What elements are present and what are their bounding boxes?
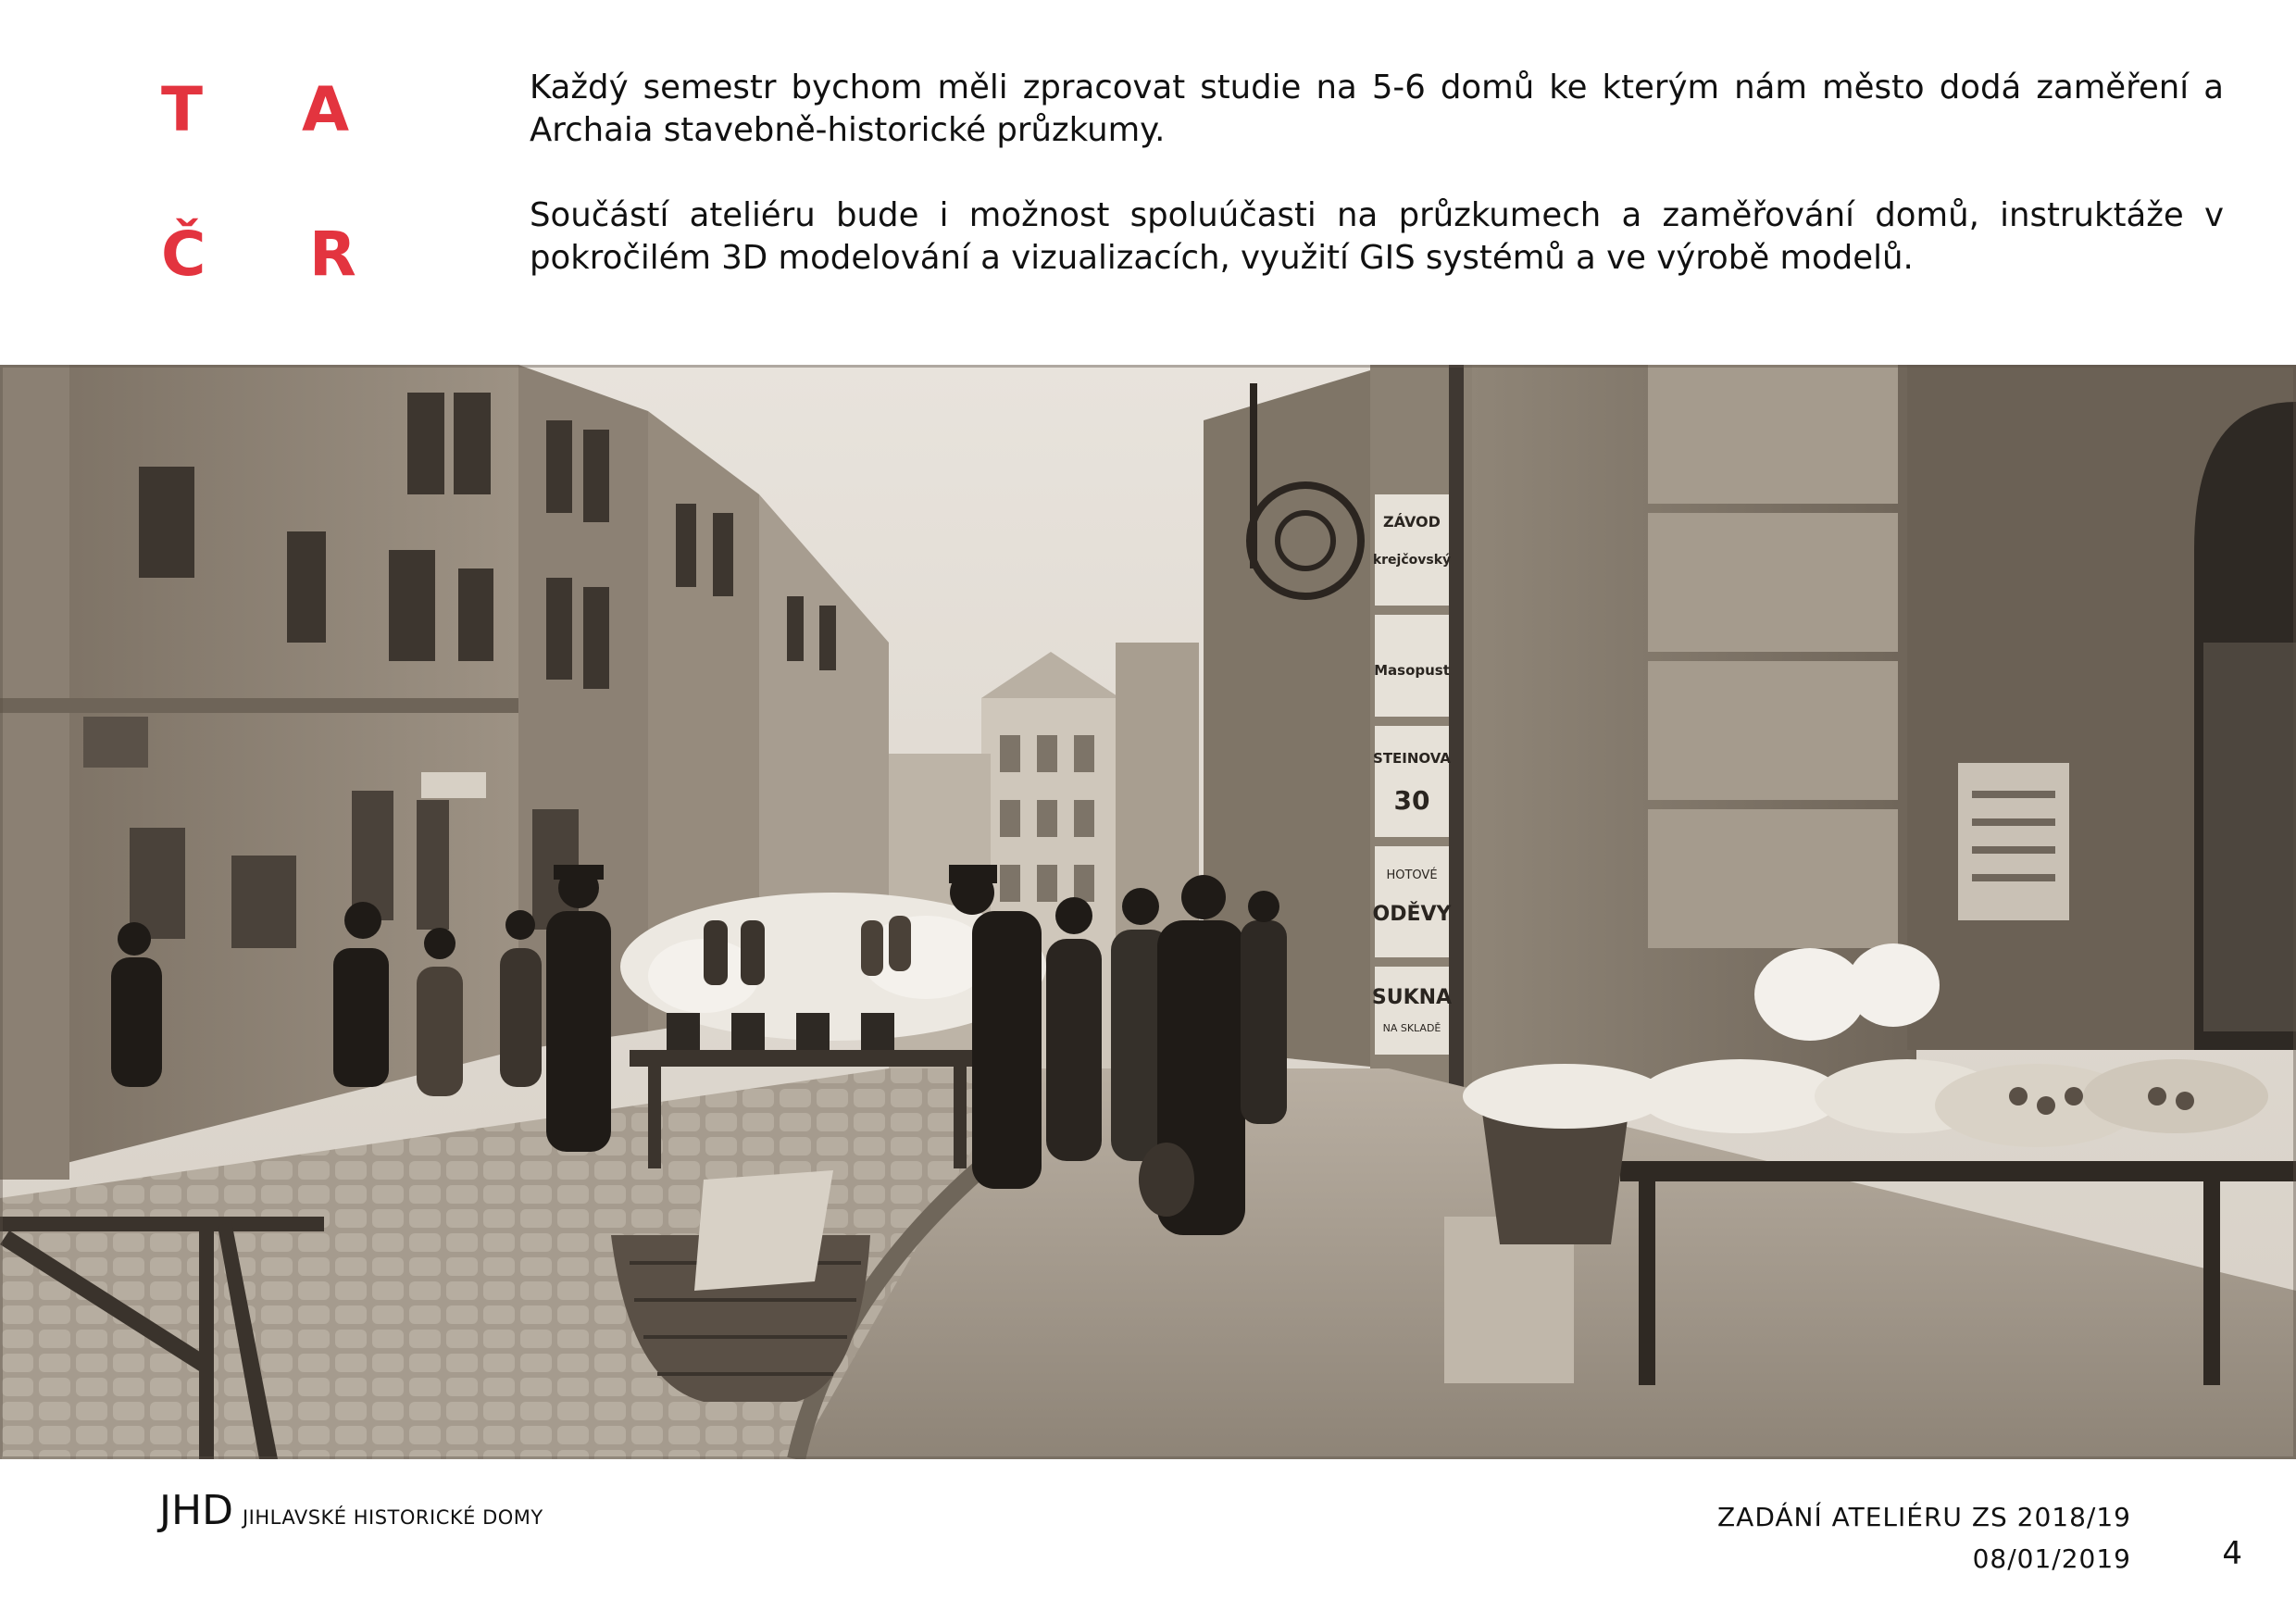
logo-letter: T [161, 74, 204, 145]
assignment-label: ZADÁNÍ ATELIÉRU ZS 2018/19 [1716, 1502, 2131, 1532]
intro-paragraph-2: Součástí ateliéru bude i možnost spoluúčasti na průzkumech a zaměřování domů, instruktáže v pokročilém 3D modelování a vizualizacích, využití GIS systémů a ve výrobě modelů. [530, 196, 2224, 277]
intro-text [530, 67, 2224, 322]
brand-abbreviation: JHD [159, 1487, 233, 1534]
logo-letter: A [302, 74, 350, 145]
shop-signs [1372, 494, 1453, 1055]
brand-name: JIHLAVSKÉ HISTORICKÉ DOMY [242, 1506, 543, 1529]
footer-date: 08/01/2019 [1972, 1543, 2131, 1574]
historic-street-photo [0, 365, 2296, 1459]
sign-text: HOTOVÉ [1386, 868, 1438, 882]
sign-text: krejčovský [1372, 553, 1452, 568]
page-number: 4 [2222, 1535, 2242, 1572]
sign-text: Masopust [1374, 662, 1450, 679]
sign-text: SUKNA [1371, 986, 1453, 1009]
sign-text: STEINOVA [1373, 750, 1451, 767]
sign-text: NA SKLADĚ [1382, 1022, 1441, 1034]
sign-text: ZÁVOD [1383, 513, 1441, 531]
intro-paragraph-1: Každý semestr bychom měli zpracovat studie na 5-6 domů ke kterým nám město dodá zaměření a Archaia stavebně-historické průzkumy. [530, 69, 2224, 149]
right-building [1204, 365, 2296, 1152]
logo-letter: Č [161, 219, 206, 290]
tacr-logo [157, 67, 370, 289]
footer-brand [159, 1487, 543, 1533]
logo-letter: R [309, 219, 356, 290]
sign-text: ODĚVY [1372, 903, 1452, 926]
footer-meta [1717, 1496, 2131, 1580]
sign-text: 30 [1393, 785, 1430, 816]
